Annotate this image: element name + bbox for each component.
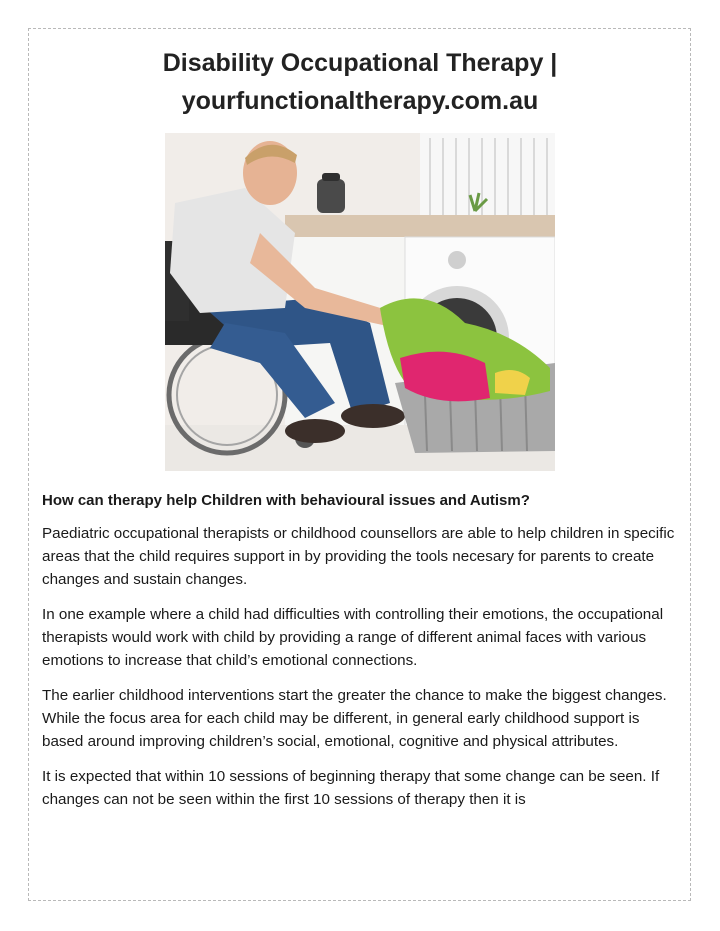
photo-man-in-wheelchair-doing-laundry [165,133,555,471]
page-title [60,44,660,120]
paragraph-4: It is expected that within 10 sessions of beginning therapy that some change can be seen. If changes can not be seen within the first 10 sessions of therapy then it is [42,768,660,808]
article-body [42,490,682,823]
title-line-2: yourfunctionaltherapy.com.au [181,87,539,115]
section-heading: How can therapy help Children with behavioural issues and Autism? [42,492,530,509]
paragraph-2: In one example where a child had difficulties with controlling their emotions, the occupational therapists would work with child by providing a range of different animal faces with various emotions to increase that child’s emotional connections. [42,606,664,669]
paragraph-1: Paediatric occupational therapists or childhood counsellors are able to help children in specific areas that the child requires support in by providing the tools necesary for parents to create changes and sustain changes. [42,525,675,588]
title-line-1: Disability Occupational Therapy | [162,49,558,77]
paragraph-3: The earlier childhood interventions start the greater the chance to make the biggest changes. While the focus area for each child may be different, in general early childhood support is based around improving children’s social, emotional, cognitive and physical attributes. [42,687,667,750]
photo-illustration [165,133,555,471]
